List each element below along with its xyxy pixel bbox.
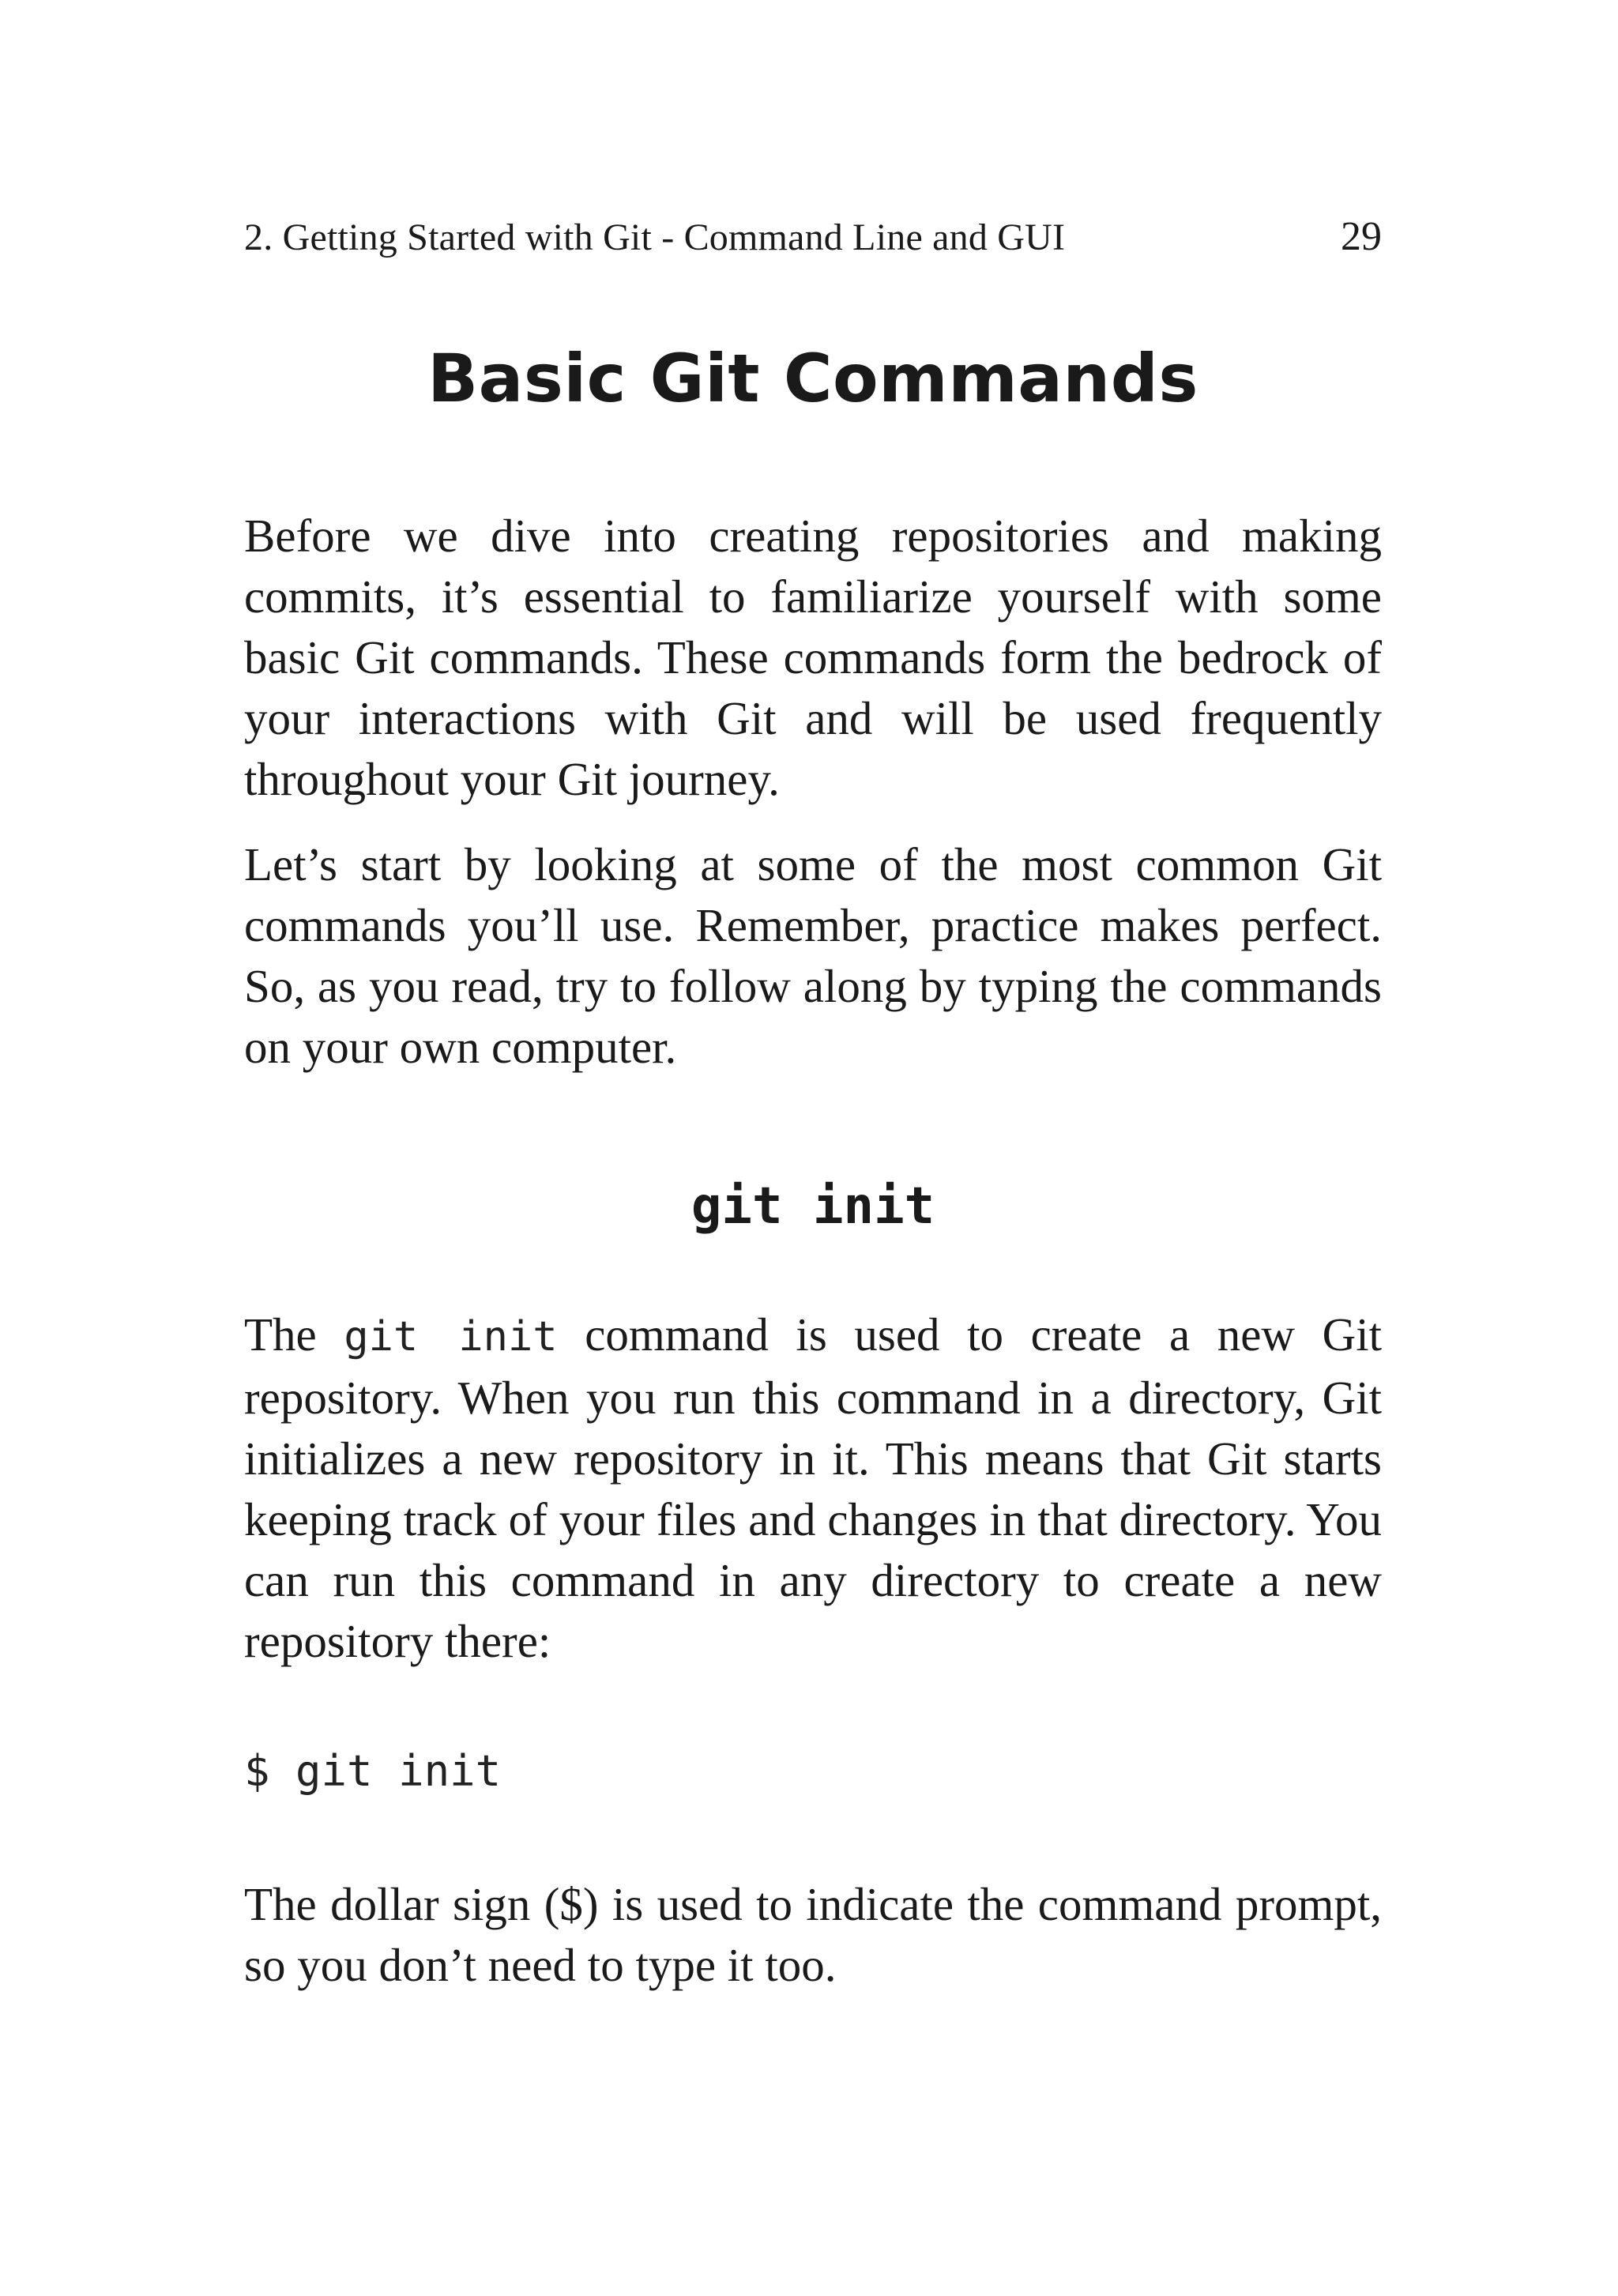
section-title: Basic Git Commands	[427, 340, 1198, 417]
intro-paragraph-2: Let’s start by looking at some of the most common Git commands you’ll use. Remember, practice makes perfect. So, as you read, try to follow along by typing the commands on your own computer.	[244, 838, 1382, 1073]
git-init-paragraph	[244, 1304, 1382, 1672]
running-header	[244, 213, 1382, 269]
subsection-heading: git init	[690, 1177, 935, 1236]
chapter-title: 2. Getting Started with Git - Command Line and GUI	[244, 216, 1066, 258]
intro-paragraph-1: Before we dive into creating repositories and making commits, it’s essential to familiarize yourself with some basic Git commands. These commands form the bedrock of your interactions with Git and will be used frequently throughout your Git journey.	[244, 510, 1382, 805]
paragraph-text-end: command is used to create a new Git repository. When you run this command in a directory, Git initializes a new repository in it. This means that Git starts keeping track of your files and changes in that directory. You can run this command in any directory to create a new repository there:	[244, 1308, 1382, 1667]
paragraph-text-start: The	[244, 1308, 344, 1361]
inline-code: git init	[344, 1313, 558, 1361]
prompt-explanation-paragraph: The dollar sign ($) is used to indicate the command prompt, so you don’t need to type it too.	[244, 1878, 1382, 1991]
code-block: $ git init	[244, 1746, 502, 1796]
page-number: 29	[1341, 214, 1382, 259]
